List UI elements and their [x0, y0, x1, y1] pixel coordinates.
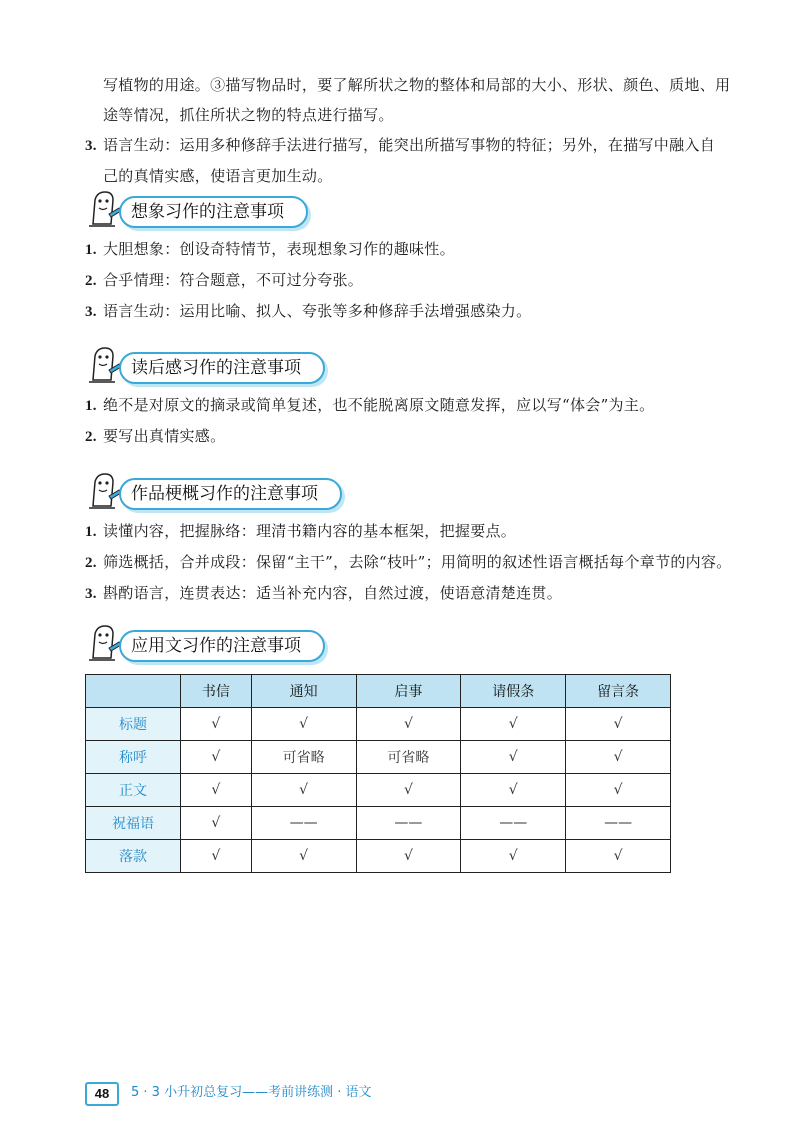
row-label: 落款 [86, 840, 181, 873]
table-cell: —— [566, 807, 671, 840]
table-cell: —— [356, 807, 461, 840]
section-imagination-list [85, 234, 765, 327]
intro-line-1: 写植物的用途。③描写物品时，要了解所状之物的整体和局部的大小、形状、颜色、质地、用 [103, 76, 731, 94]
section-title: 作品梗概习作的注意事项 [119, 478, 342, 510]
table-row [86, 741, 671, 774]
list-item: 3. 语言生动：运用比喻、拟人、夸张等多种修辞手法增强感染力。 [85, 302, 532, 320]
intro-item-3 [85, 130, 765, 191]
column-header: 通知 [251, 675, 356, 708]
column-header: 留言条 [566, 675, 671, 708]
intro-item3-line-1: 语言生动：运用多种修辞手法进行描写，能突出所描写事物的特征；另外，在描写中融入自 [103, 136, 716, 154]
table-cell: 可省略 [356, 741, 461, 774]
page-number: 48 [85, 1082, 119, 1106]
list-item: 1. 大胆想象：创设奇特情节，表现想象习作的趣味性。 [85, 240, 455, 258]
table-row [86, 840, 671, 873]
table-row [86, 774, 671, 807]
section-title: 想象习作的注意事项 [119, 196, 308, 228]
list-item: 1. 绝不是对原文的摘录或简单复述，也不能脱离原文随意发挥，应以写“体会”为主。 [85, 396, 655, 414]
table-cell: √ [461, 840, 566, 873]
table-cell: √ [356, 774, 461, 807]
section-header-reading [85, 342, 385, 386]
table-cell: √ [181, 708, 252, 741]
list-item: 2. 要写出真情实感。 [85, 427, 226, 445]
list-item: 2. 合乎情理：符合题意，不可过分夸张。 [85, 271, 364, 289]
row-label: 祝福语 [86, 807, 181, 840]
section-title: 应用文习作的注意事项 [119, 630, 325, 662]
table-cell: √ [566, 708, 671, 741]
footer-book-title: 5 · 3 小升初总复习——考前讲练测 · 语文 [131, 1085, 372, 1100]
table-cell: √ [251, 840, 356, 873]
table-cell: √ [461, 741, 566, 774]
table-cell: —— [461, 807, 566, 840]
list-item: 2. 筛选概括，合并成段：保留“主干”，去除“枝叶”；用简明的叙述性语言概括每个章节的内容。 [85, 553, 732, 571]
table-cell: √ [181, 840, 252, 873]
table-cell: √ [181, 741, 252, 774]
table-cell: √ [566, 741, 671, 774]
column-header: 请假条 [461, 675, 566, 708]
row-label: 称呼 [86, 741, 181, 774]
table-cell: √ [251, 774, 356, 807]
table-cell: 可省略 [251, 741, 356, 774]
table-cell: √ [566, 840, 671, 873]
table-cell: √ [356, 708, 461, 741]
section-header-imagination [85, 186, 385, 230]
column-header: 书信 [181, 675, 252, 708]
table-cell: √ [566, 774, 671, 807]
section-reading-list [85, 390, 765, 452]
table-cell: √ [181, 774, 252, 807]
table-cell: √ [461, 774, 566, 807]
column-header: 启事 [356, 675, 461, 708]
intro-paragraph [85, 70, 783, 130]
list-item: 3. 斟酌语言，连贯表达：适当补充内容，自然过渡，使语意清楚连贯。 [85, 584, 563, 602]
intro-item3-line-2: 己的真情实感，使语言更加生动。 [103, 167, 333, 185]
table-cell: √ [356, 840, 461, 873]
table-corner [86, 675, 181, 708]
row-label: 正文 [86, 774, 181, 807]
table-cell: √ [251, 708, 356, 741]
item-number: 3. [85, 138, 97, 154]
format-table [85, 674, 671, 873]
table-row [86, 807, 671, 840]
table-cell: √ [181, 807, 252, 840]
list-item: 1. 读懂内容，把握脉络：理清书籍内容的基本框架，把握要点。 [85, 522, 517, 540]
table-cell: —— [251, 807, 356, 840]
intro-line-2: 途等情况，抓住所状之物的特点进行描写。 [103, 106, 394, 124]
section-title: 读后感习作的注意事项 [119, 352, 325, 384]
section-header-practical [85, 620, 385, 664]
table-row [86, 708, 671, 741]
table-cell: √ [461, 708, 566, 741]
section-synopsis-list [85, 516, 765, 609]
row-label: 标题 [86, 708, 181, 741]
table-header-row [86, 675, 671, 708]
section-header-synopsis [85, 468, 405, 512]
